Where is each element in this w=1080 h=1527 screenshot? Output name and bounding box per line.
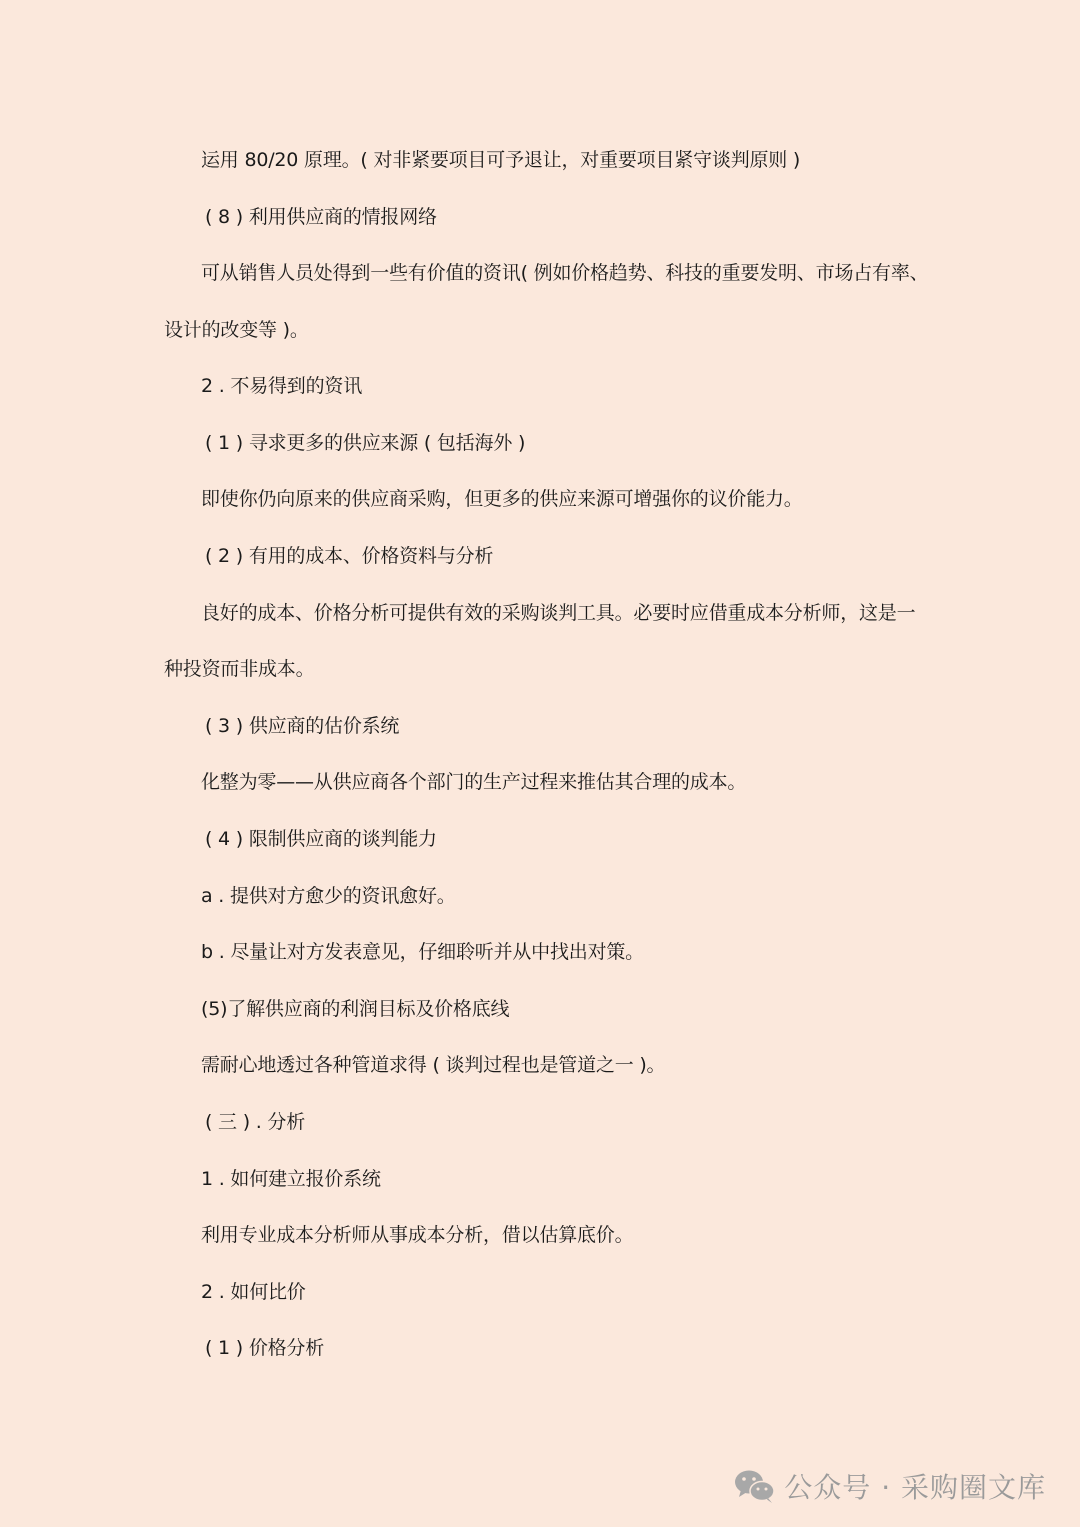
text-line: ( 三 ) . 分析 <box>205 1111 306 1133</box>
text-line: ( 1 ) 价格分析 <box>205 1337 325 1359</box>
text-line: 种投资而非成本。 <box>164 658 315 680</box>
text-line: ( 3 ) 供应商的估价系统 <box>205 715 400 737</box>
text-line: 2 . 不易得到的资讯 <box>201 375 363 397</box>
text-line: 即使你仍向原来的供应商采购，但更多的供应来源可增强你的议价能力。 <box>201 488 803 510</box>
text-line: 良好的成本、价格分析可提供有效的采购谈判工具。必要时应借重成本分析师，这是一 <box>201 602 916 624</box>
text-line: ( 8 ) 利用供应商的情报网络 <box>205 206 437 228</box>
text-line: ( 1 ) 寻求更多的供应来源 ( 包括海外 ) <box>205 432 526 454</box>
text-line: 2 . 如何比价 <box>201 1281 306 1303</box>
text-line: 运用 80/20 原理。( 对非紧要项目可予退让，对重要项目紧守谈判原则 ) <box>201 149 801 171</box>
text-line: 需耐心地透过各种管道求得 ( 谈判过程也是管道之一 )。 <box>201 1054 666 1076</box>
wechat-icon <box>734 1468 776 1504</box>
text-line: b . 尽量让对方发表意见，仔细聆听并从中找出对策。 <box>201 941 644 963</box>
text-line: ( 4 ) 限制供应商的谈判能力 <box>205 828 437 850</box>
text-line: 利用专业成本分析师从事成本分析，借以估算底价。 <box>201 1224 634 1246</box>
text-line: 可从销售人员处得到一些有价值的资讯( 例如价格趋势、科技的重要发明、市场占有率、 <box>201 262 929 284</box>
watermark <box>734 1466 1046 1506</box>
text-line: 化整为零——从供应商各个部门的生产过程来推估其合理的成本。 <box>201 771 747 793</box>
text-line: ( 2 ) 有用的成本、价格资料与分析 <box>205 545 494 567</box>
text-line: a . 提供对方愈少的资讯愈好。 <box>201 885 456 907</box>
text-line: 1 . 如何建立报价系统 <box>201 1168 381 1190</box>
text-line: 设计的改变等 )。 <box>164 319 309 341</box>
text-line: (5)了解供应商的利润目标及价格底线 <box>201 998 510 1020</box>
watermark-text: 公众号 · 采购圈文库 <box>784 1471 1046 1504</box>
